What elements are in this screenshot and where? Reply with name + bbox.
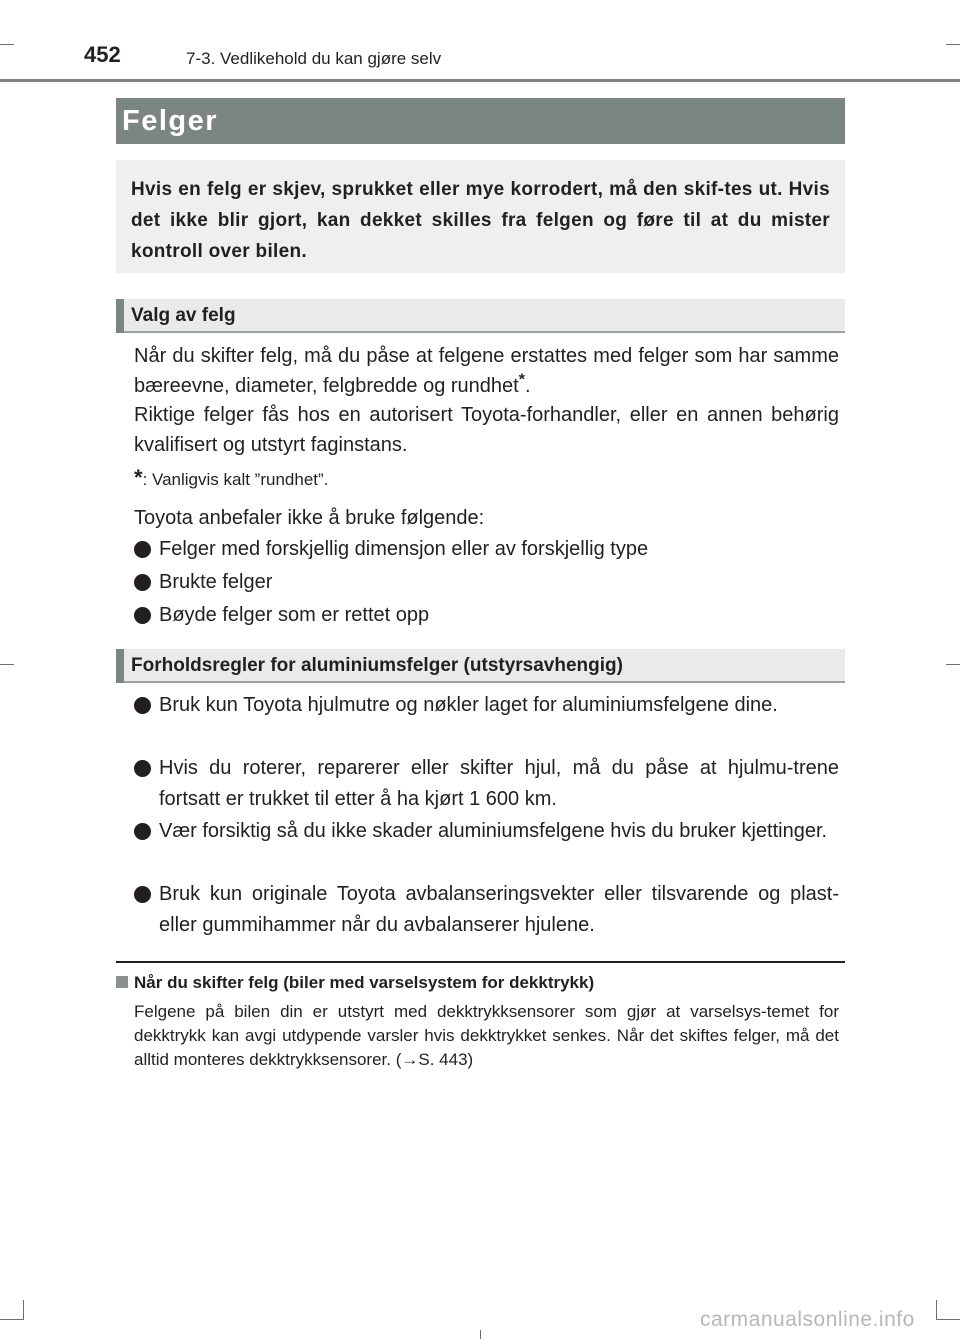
section-heading-valg-av-felg: Valg av felg [116, 299, 845, 333]
footnote-marker: * [134, 465, 143, 490]
crop-mark [480, 1330, 481, 1339]
list-item-text: Vær forsiktig så du ikke skader aluminiumsfelgene hvis du bruker kjettinger. [159, 820, 828, 842]
note-title-text: Når du skifter felg (biler med varselsystem for dekktrykk) [134, 973, 595, 992]
crop-mark [936, 1319, 960, 1320]
note-divider [116, 961, 845, 963]
paragraph-end: . [524, 374, 531, 397]
bullet-icon [134, 607, 151, 624]
crop-mark [946, 664, 960, 665]
header-rule [0, 79, 960, 82]
note-body: Felgene på bilen din er utstyrt med dekktrykksensorer som gjør at varselsys-temet for dekktrykk kan avgi utdypende varsler hvis dekktrykket senkes. Når det skiftes felger, må det alltid monteres dekktrykksensorer. (→S. 443) [134, 1002, 839, 1069]
bullet-icon [134, 541, 151, 558]
crop-mark [0, 664, 14, 665]
crop-mark [0, 1319, 24, 1320]
section-heading-aluminium: Forholdsregler for aluminiumsfelger (utstyrsavhengig) [116, 649, 845, 683]
list-item [134, 753, 839, 815]
list-item [134, 534, 839, 565]
bullet-icon [134, 760, 151, 777]
section-label: 7-3. Vedlikehold du kan gjøre selv [186, 49, 442, 68]
paragraph-wheel-replacement [134, 342, 839, 401]
square-bullet-icon [116, 976, 128, 988]
watermark: carmanualsonline.info [700, 1308, 915, 1331]
page-number: 452 [84, 42, 121, 67]
bullet-icon [134, 823, 151, 840]
paragraph-dealer: Riktige felger fås hos en autorisert Toyota-forhandler, eller en annen behørig kvalifisert og utstyrt faginstans. [134, 404, 839, 456]
list-item [134, 816, 839, 847]
crop-mark [0, 44, 14, 45]
list-item [134, 600, 839, 631]
footnote [134, 465, 328, 491]
bullet-icon [134, 574, 151, 591]
footnote-text: : Vanligvis kalt ”rundhet”. [142, 470, 329, 489]
bullet-icon [134, 697, 151, 714]
crop-mark [23, 1300, 24, 1320]
list-item [134, 690, 839, 721]
list-item-text: Brukte felger [159, 571, 273, 593]
crop-mark [946, 44, 960, 45]
list-item [134, 567, 839, 598]
footnote-reference: * [518, 370, 525, 388]
intro-warning-box: Hvis en felg er skjev, sprukket eller mye korrodert, må den skif-tes ut. Hvis det ikke blir gjort, kan dekket skilles fra felgen og føre til at du mister kontroll over bilen. [116, 160, 845, 273]
note-title [116, 973, 594, 993]
list-item-text: Felger med forskjellig dimensjon eller av forskjellig type [159, 538, 649, 560]
crop-mark [936, 1300, 937, 1320]
bullet-icon [134, 886, 151, 903]
recommendation-intro: Toyota anbefaler ikke å bruke følgende: [134, 507, 485, 529]
list-item-text: Bøyde felger som er rettet opp [159, 604, 430, 626]
paragraph-text: Når du skifter felg, må du påse at felgene erstattes med felger som har samme bæreevne, diameter, felgbredde og rundhet [134, 345, 839, 397]
list-item-text: Bruk kun originale Toyota avbalanseringsvekter eller tilsvarende og plast- eller gummihammer når du avbalanserer hjulene. [159, 883, 839, 936]
page-title: Felger [116, 98, 845, 144]
list-item-text: Bruk kun Toyota hjulmutre og nøkler laget for aluminiumsfelgene dine. [159, 694, 778, 716]
list-item [134, 879, 839, 941]
list-item-text: Hvis du roterer, reparerer eller skifter hjul, må du påse at hjulmu-trene fortsatt er trukket til etter å ha kjørt 1 600 km. [159, 757, 839, 810]
